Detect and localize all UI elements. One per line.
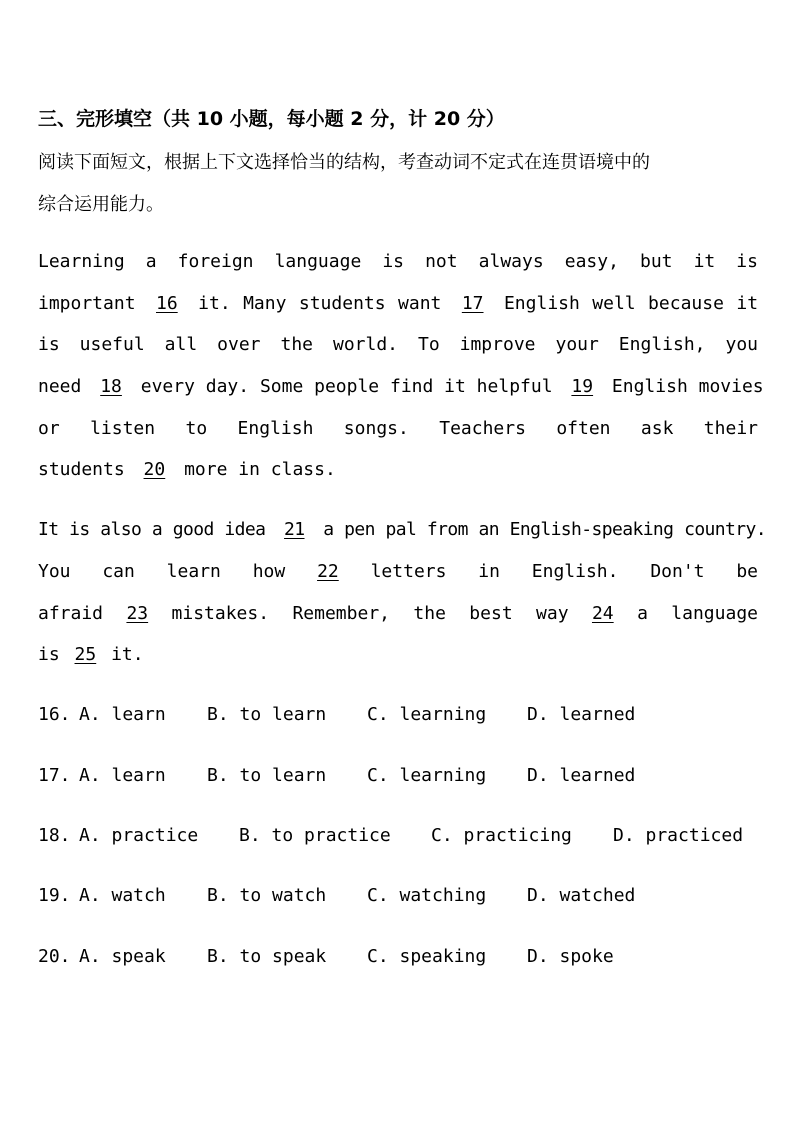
- instruction-line-1: 阅读下面短文，根据上下文选择恰当的结构，考查动词不定式在连贯语境中的: [38, 152, 650, 173]
- passage-text: it.: [111, 644, 144, 665]
- option-d: D. spoke: [527, 946, 614, 967]
- option-a: A. watch: [79, 885, 166, 906]
- question-number: 16.: [38, 704, 71, 725]
- passage-line: Learning a foreign language is not always easy, but it is: [38, 251, 758, 272]
- passage-text: it. Many students want: [198, 293, 442, 314]
- option-a: A. learn: [79, 765, 166, 786]
- option-b: B. to watch: [207, 885, 327, 906]
- option-b: B. to learn: [207, 704, 327, 725]
- passage-text: You can learn how: [38, 561, 286, 582]
- blank-23: 23: [126, 603, 149, 624]
- option-d: D. practiced: [613, 825, 744, 846]
- option-c: C. learning: [367, 765, 487, 786]
- passage-text: letters in English. Don't be: [370, 561, 759, 582]
- section-heading: 三、完形填空（共 10 小题，每小题 2 分，计 20 分）: [38, 108, 505, 130]
- passage-line: [38, 518, 766, 542]
- option-c: C. speaking: [367, 946, 487, 967]
- passage-line: [38, 375, 764, 399]
- option-d: D. learned: [527, 765, 636, 786]
- blank-18: 18: [100, 376, 122, 397]
- passage-text: English movies: [611, 376, 764, 397]
- passage-line: [38, 560, 758, 584]
- blank-19: 19: [571, 376, 594, 397]
- passage-text: afraid: [38, 603, 104, 624]
- question-number: 19.: [38, 885, 71, 906]
- option-d: D. learned: [527, 704, 636, 725]
- option-b: B. to practice: [239, 825, 391, 846]
- passage-text: important: [38, 293, 136, 314]
- option-a: A. practice: [79, 825, 199, 846]
- blank-25: 25: [74, 644, 97, 665]
- blank-22: 22: [317, 561, 339, 582]
- passage-line: is useful all over the world. To improve your English, you: [38, 334, 758, 355]
- passage-line: or listen to English songs. Teachers often ask their: [38, 418, 758, 439]
- instruction-line-2: 综合运用能力。: [38, 194, 164, 215]
- passage-text: It is also a good idea: [38, 519, 266, 540]
- blank-24: 24: [591, 603, 614, 624]
- option-c: C. practicing: [431, 825, 572, 846]
- passage-text: more in class.: [184, 459, 336, 480]
- passage-text: is: [38, 644, 60, 665]
- option-b: B. to speak: [207, 946, 327, 967]
- passage-line: [38, 602, 758, 626]
- passage-text: mistakes. Remember, the best way: [171, 603, 569, 624]
- option-a: A. speak: [79, 946, 166, 967]
- option-d: D. watched: [527, 885, 636, 906]
- passage-text: students: [38, 459, 125, 480]
- blank-20: 20: [143, 459, 166, 480]
- blank-17: 17: [461, 293, 484, 314]
- option-b: B. to learn: [207, 765, 327, 786]
- passage-text: English well because it: [503, 293, 759, 314]
- option-a: A. learn: [79, 704, 166, 725]
- question-number: 18.: [38, 825, 71, 846]
- passage-line: [38, 458, 758, 482]
- passage-text: need: [38, 376, 82, 397]
- option-c: C. learning: [367, 704, 487, 725]
- passage-text: every day. Some people find it helpful: [140, 376, 553, 397]
- blank-21: 21: [284, 519, 305, 540]
- option-c: C. watching: [367, 885, 487, 906]
- passage-line: [38, 292, 758, 316]
- passage-text: a language: [637, 603, 758, 624]
- passage-text: a pen pal from an English-speaking country.: [323, 519, 766, 540]
- question-number: 17.: [38, 765, 71, 786]
- passage-line: [38, 643, 758, 667]
- blank-16: 16: [156, 293, 178, 314]
- question-number: 20.: [38, 946, 71, 967]
